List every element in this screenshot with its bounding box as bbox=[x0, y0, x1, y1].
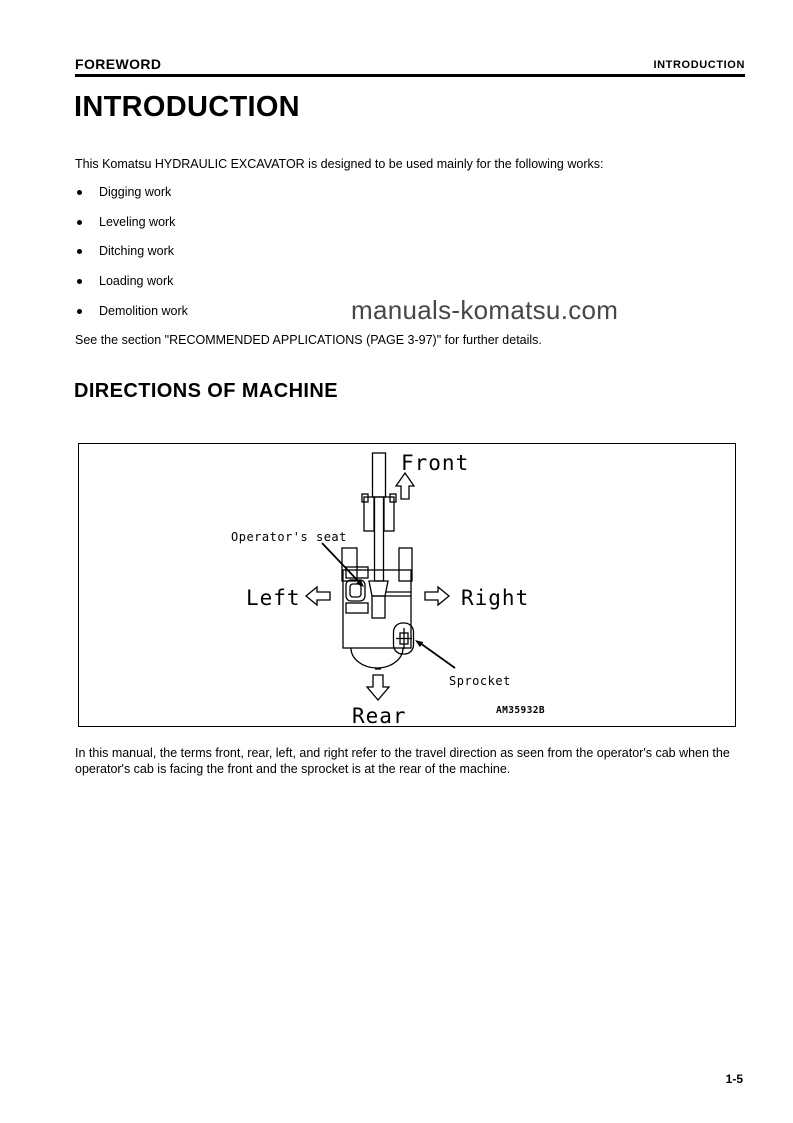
list-item-label: Demolition work bbox=[99, 303, 188, 318]
list-item-label: Digging work bbox=[99, 185, 172, 199]
machine-direction-diagram bbox=[79, 444, 735, 726]
header-section-title: FOREWORD bbox=[75, 56, 162, 72]
list-item bbox=[77, 184, 377, 214]
left-arrow-icon bbox=[306, 587, 330, 605]
front-label: Front bbox=[401, 451, 470, 475]
figure-code: AM35932B bbox=[496, 705, 545, 716]
front-arrow-icon bbox=[396, 473, 414, 499]
track-front-right bbox=[399, 548, 412, 581]
center-channel bbox=[372, 596, 385, 618]
watermark: manuals-komatsu.com bbox=[351, 295, 619, 325]
section-heading: DIRECTIONS OF MACHINE bbox=[74, 380, 338, 402]
page-number: 1-5 bbox=[725, 1072, 743, 1086]
sprocket-label: Sprocket bbox=[449, 674, 511, 688]
rear-label: Rear bbox=[352, 704, 407, 726]
bullet-icon bbox=[77, 220, 82, 225]
right-label: Right bbox=[461, 586, 530, 610]
bullet-icon bbox=[77, 249, 82, 254]
header-chapter-title: INTRODUCTION bbox=[653, 59, 745, 71]
list-item bbox=[77, 273, 377, 303]
bullet-icon bbox=[77, 309, 82, 314]
directions-note-paragraph: In this manual, the terms front, rear, left, and right refer to the travel direction as seen from the operator's cab when the operator's cab is facing the front and the sprocket is at the rear of the machine. bbox=[75, 746, 730, 776]
boom-ear-right bbox=[390, 494, 396, 502]
list-item-label: Ditching work bbox=[99, 244, 175, 259]
see-section-paragraph: See the section "RECOMMENDED APPLICATIONS (PAGE 3-97)" for further details. bbox=[75, 333, 542, 347]
track-front-left bbox=[342, 548, 357, 581]
page-title: INTRODUCTION bbox=[74, 91, 300, 123]
list-item bbox=[77, 303, 377, 333]
directions-figure bbox=[78, 443, 736, 727]
header-rule bbox=[75, 74, 745, 77]
bullet-icon bbox=[77, 279, 82, 284]
bullet-icon bbox=[77, 190, 82, 195]
list-item-label: Loading work bbox=[99, 274, 174, 289]
sprocket-leader bbox=[415, 640, 455, 668]
machine-body bbox=[343, 570, 411, 648]
operator-seat-label: Operator's seat bbox=[231, 530, 347, 544]
list-item-label: Leveling work bbox=[99, 214, 176, 229]
list-item bbox=[77, 243, 377, 273]
boom-shaft bbox=[375, 497, 384, 581]
list-item bbox=[77, 214, 377, 244]
swing-base bbox=[369, 581, 388, 596]
left-label: Left bbox=[246, 586, 301, 610]
boom-ear-left bbox=[362, 494, 368, 502]
right-arrow-icon bbox=[425, 587, 449, 605]
rear-arrow-icon bbox=[367, 675, 389, 700]
intro-paragraph: This Komatsu HYDRAULIC EXCAVATOR is designed to be used mainly for the following works: bbox=[75, 157, 604, 171]
boom-tip bbox=[373, 453, 386, 497]
works-list bbox=[77, 184, 377, 332]
